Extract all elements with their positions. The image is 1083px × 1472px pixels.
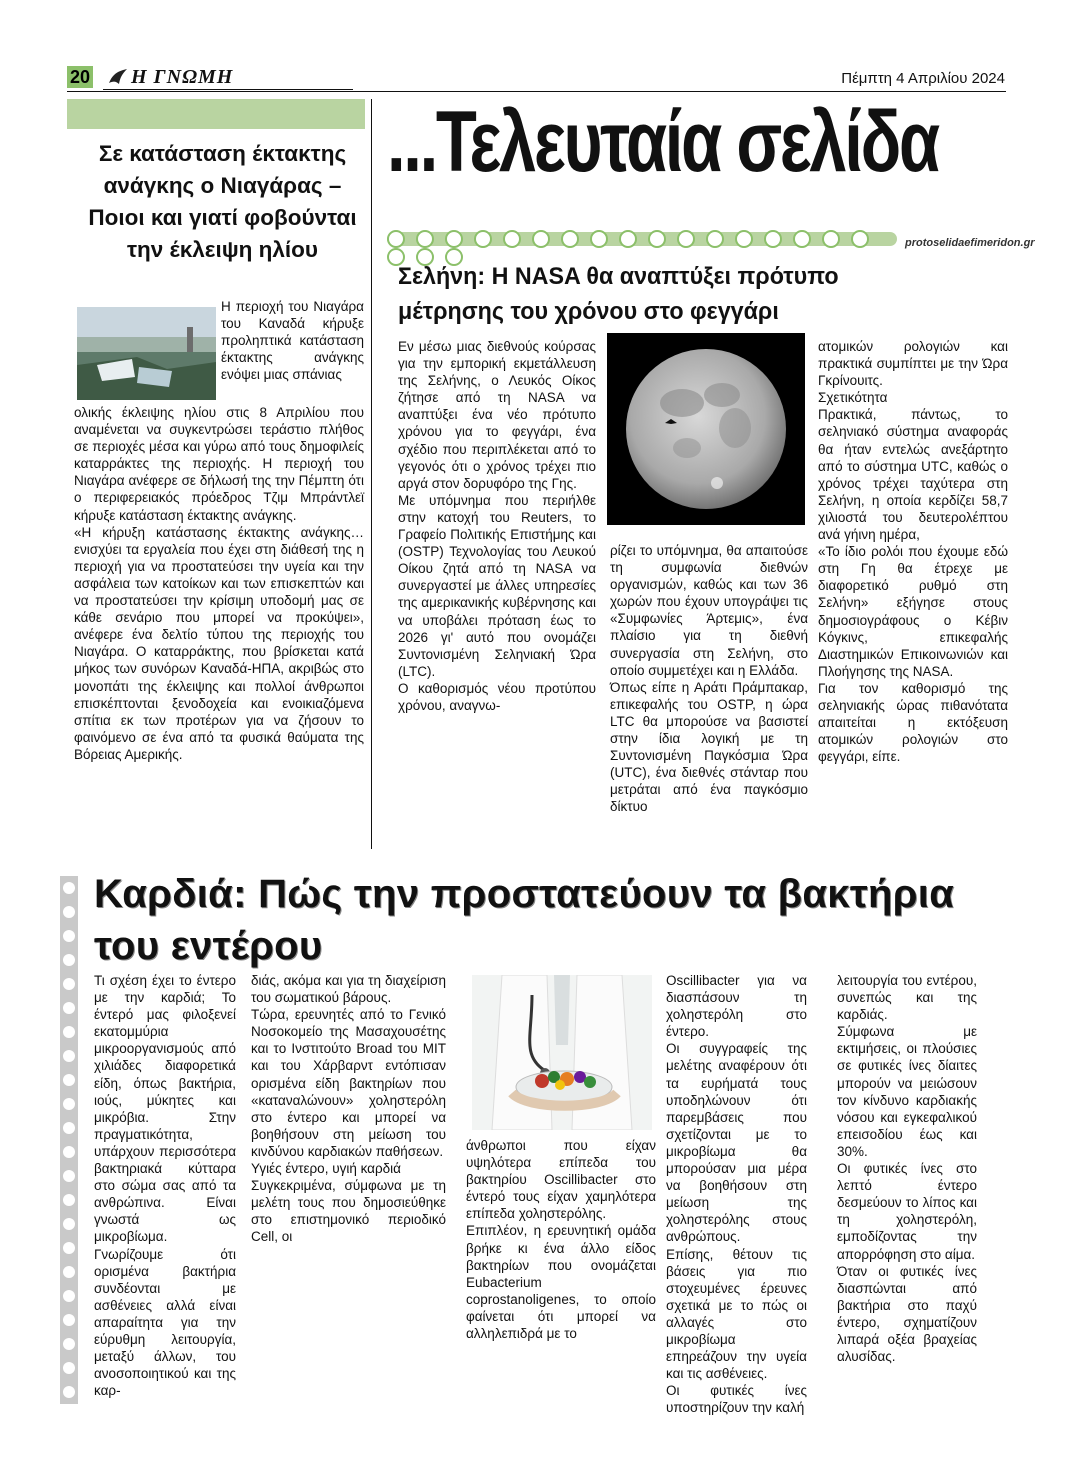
- dot-ornament: [63, 954, 75, 966]
- dot-ornament: [503, 230, 521, 248]
- dot-ornament: [706, 230, 724, 248]
- green-band: [67, 99, 365, 129]
- paragraph: Γνωρίζουμε ότι ορισμένα βακτήρια συνδέονται με ασθένειες αλλά είναι απαραίτητα για την εύρυθμη λειτουργία, μεταξύ άλλων, του ανοσοποιητικού και της καρ-: [94, 1246, 236, 1399]
- dot-ornament: [851, 230, 869, 248]
- paragraph: Για τον καθορισμό της σεληνιακής ώρας πιθανότατα απαιτείται η εκτόξευση ατομικών ρολογιών στο φεγγάρι, είπε.: [818, 680, 1008, 765]
- paragraph: Όταν οι φυτικές ίνες διασπώνται από βακτήρια στο παχύ έντερο, σχηματίζουν λιπαρά οξέα βραχείας αλυσίδας.: [837, 1263, 977, 1365]
- dot-ornament: [63, 1338, 75, 1350]
- dot-ornament: [63, 1074, 75, 1086]
- dot-ornament: [63, 1218, 75, 1230]
- dots-row: [387, 230, 897, 250]
- subheading: Σχετικότητα: [818, 390, 888, 406]
- dot-ornament: [590, 230, 608, 248]
- paragraph: Επίσης, θέτουν τις βάσεις για πιο στοχευμένες έρευνες σχετικά με το πώς οι αλλαγές στο μικροβίωμα επηρεάζουν την υγεία και τις ασθένειες.: [666, 1246, 807, 1382]
- dot-ornament: [822, 230, 840, 248]
- dot-ornament: [63, 1314, 75, 1326]
- paragraph: Σύμφωνα με εκτιμήσεις, οι πλούσιες σε φυτικές ίνες δίαιτες μπορούν να μειώσουν τον κίνδυνο καρδιακής νόσου και εγκεφαλικού επεισοδίου έως και 30%.: [837, 1024, 977, 1159]
- dot-ornament: [764, 230, 782, 248]
- paragraph: «Η κήρυξη κατάστασης έκτακτης ανάγκης… ενισχύει τα εργαλεία που έχει στη διάθεσή της η περιοχή για να προστατεύσει την υγεία και την ασφάλεια των κατοίκων και των επισκεπτών και να προστατεύσει την κρίσιμη υποδομή μας σε κάθε σενάριο που μπορεί να προκύψει», ανέφερε ένα δελτίο τύπου της περιοχής του Νιαγάρα. Ο καταρράκτης, που βρίσκεται κατά μήκος των συνόρων Καναδά-ΗΠΑ, ακριβώς στο μονοπάτι της έκλειψης και πολλοί άνθρωποι επισκέπτονται ξενοδοχεία και ενοικιαζόμενα σπίτια εκ των προτέρων για να ζήσουν το φαινόμενο σε ένα από τα φυσικά θαύματα της Βόρειας Αμερικής.: [74, 524, 364, 762]
- paragraph: Οι φυτικές ίνες υποστηρίζουν την καλή: [666, 1383, 807, 1416]
- niagara-headline: Σε κατάσταση έκτακτης ανάγκης ο Νιαγάρας – Ποιοι και γιατί φοβούνται την έκλειψη ηλίου: [88, 141, 357, 262]
- dot-ornament: [63, 1362, 75, 1374]
- paragraph: Η περιοχή του Νιαγάρα του Καναδά κήρυξε προληπτικά κατάσταση έκτακτης ανάγκης ενόψει μιας σπάνιας: [221, 299, 364, 383]
- dot-ornament: [63, 1146, 75, 1158]
- dot-ornament: [63, 1050, 75, 1062]
- dot-ornament: [63, 978, 75, 990]
- dot-ornament: [474, 230, 492, 248]
- dot-ornament: [532, 230, 550, 248]
- dot-ornament: [63, 906, 75, 918]
- nasa-headline: Σελήνη: Η NASA θα αναπτύξει πρότυπο μέτρησης του χρόνου στο φεγγάρι: [398, 263, 839, 325]
- dot-ornament: [445, 230, 463, 248]
- nasa-column-1: [398, 338, 596, 714]
- nasa-column-3: [818, 338, 1008, 765]
- dot-ornament: [619, 230, 637, 248]
- heart-column-5: [837, 972, 977, 1365]
- paragraph: Με υπόμνημα που περιήλθε στην κατοχή του Reuters, το Γραφείο Πολιτικής Επιστήμης και (OSTP) Τεχνολογίας του Λευκού Οίκου ζητά από τη NASA να συνεργαστεί με άλλες υπηρεσίες της αμερικανικής κυβέρνησης και να υποβάλει πρόταση έως το 2026 γι' αυτό που ονομάζει Συντονισμένη Σεληνιακή Ώρα (LTC).: [398, 492, 596, 679]
- dot-ornament: [63, 1170, 75, 1182]
- doctor-bowl-photo: [472, 975, 652, 1130]
- dot-ornament: [677, 230, 695, 248]
- paragraph: Τώρα, ερευνητές από το Γενικό Νοσοκομείο της Μασαχουσέτης και το Ινστιτούτο Broad του MIT και του Χάρβαρντ εντόπισαν ορισμένα είδη βακτηρίων που «καταναλώνουν» χοληστερόλη στο έντερο και μπορεί να βοηθήσουν στη μείωση του κινδύνου καρδιακών παθήσεων.: [251, 1007, 446, 1159]
- heart-column-2: [251, 972, 446, 1246]
- paragraph: Τι σχέση έχει το έντερο με την καρδιά; Το έντερό μας φιλοξενεί εκατομμύρια μικροοργανισμούς από χιλιάδες διαφορετικά είδη, όπως βακτήρια, ιούς, μύκητες και μικρόβια. Στην πραγματικότητα, υπάρχουν περισσότερα βακτηριακά κύτταρα στο σώμα σας από τα ανθρώπινα. Είναι γνωστά ως μικροβίωμα.: [94, 973, 236, 1245]
- dot-ornament: [63, 1242, 75, 1254]
- paragraph: «Το ίδιο ρολόι που έχουμε εδώ στη Γη θα έτρεχε με διαφορετικό ρυθμό στη Σελήνη» εξήγησε στους δημοσιογράφους ο Κέβιν Κόγκινς, επικεφαλής Διαστημικών Επικοινωνιών και Πλοήγησης της NASA.: [818, 544, 1008, 679]
- masthead: [103, 66, 363, 90]
- dot-ornament: [63, 930, 75, 942]
- niagara-text: [74, 404, 364, 763]
- dot-ornament: [793, 230, 811, 248]
- paragraph: άνθρωποι που είχαν υψηλότερα επίπεδα του βακτηρίου Oscillibacter στο έντερό τους είχαν χαμηλότερα επίπεδα χοληστερόλης.: [466, 1138, 656, 1222]
- paragraph: ολικής έκλειψης ηλίου στις 8 Απριλίου που αναμένεται να συγκεντρώσει τεράστιο πλήθος σε περιοχές μέσα και γύρω από τους δημοφιλείς καταρράκτες της περιοχής. Η περιοχή του Νιαγάρα ανέφερε σε δήλωσή της την Πέμπτη ότι ο περιφερειακός πρόεδρος Τζιμ Μπράντλεϊ κήρυξε κατάσταση έκτακτης ανάγκης.: [74, 405, 364, 523]
- paragraph: Όπως είπε η Αράτι Πράμπακαρ, επικεφαλής του OSTP, η ώρα LTC θα μπορούσε να βασιστεί στην ίδια λογική με τη Συντονισμένη Παγκόσμια Ώρα (UTC), ένα διεθνές στάνταρ που μετράται από ένα παγκόσμιο δίκτυο: [610, 679, 808, 815]
- page-number: 20: [67, 66, 93, 88]
- paragraph: Επιπλέον, η ερευνητική ομάδα βρήκε κι ένα άλλο είδος βακτηρίων που ονομάζεται Eubacterium coprostanoligenes, το οποίο φαίνεται ότι μπορεί να αλληλεπιδρά με το: [466, 1223, 656, 1342]
- dot-ornament: [63, 1122, 75, 1134]
- dot-ornament: [63, 1098, 75, 1110]
- bird-logo-icon: [107, 67, 129, 87]
- dot-ornament: [561, 230, 579, 248]
- paragraph: λειτουργία του εντέρου, συνεπώς και της καρδιάς.: [837, 973, 977, 1023]
- paragraph: Oscillibacter για να διασπάσουν τη χοληστερόλη στο έντερο.: [666, 973, 807, 1040]
- niagara-text-intro: [221, 298, 364, 383]
- paragraph: Πρακτικά, πάντως, το σεληνιακό σύστημα αναφοράς θα ήταν εντελώς ανεξάρτητο από το σύστημα UTC, καθώς ο χρόνος τρέχει ταχύτερα στη Σελήνη, η οποία κερδίζει 58,7 χιλιοστά του δευτερολέπτου ανά γήινη ημέρα,: [818, 407, 1008, 543]
- paragraph: Συγκεκριμένα, σύμφωνα με τη μελέτη τους που δημοσιεύθηκε στο επιστημονικό περιοδικό Cell, οι: [251, 1178, 446, 1245]
- heart-column-3: [466, 1137, 656, 1342]
- paragraph: Εν μέσω μιας διεθνούς κούρσας για την εμπορική εκμετάλλευση της Σελήνης, ο Λευκός Οίκος ζήτησε από τη NASA να αναπτύξει ένα νέο πρότυπο χρόνου για το φεγγάρι, ένα σχέδιο που περιπλέκεται από το γεγονός ότι ο χρόνος τρέχει πιο αργά στον δορυφόρο της Γης.: [398, 339, 596, 491]
- paragraph: Οι φυτικές ίνες στο λεπτό έντερο δεσμεύουν το λίπος και τη χοληστερόλη, εμποδίζοντας την απορρόφηση στο αίμα.: [837, 1161, 977, 1262]
- dot-ornament: [63, 1266, 75, 1278]
- dot-ornament: [63, 1386, 75, 1398]
- masthead-logo: Η ΓΝΩΜΗ: [131, 66, 234, 88]
- paragraph: ρίζει το υπόμνημα, θα απαιτούσε τη συμφωνία διεθνών οργανισμών, καθώς και των 36 χωρών που έχουν υπογράψει τις «Συμφωνίες Άρτεμις», ένα πλαίσιο για τη διεθνή συνεργασία στη Σελήνη, στο οποίο συμμετέχει και η Ελλάδα.: [610, 543, 808, 678]
- heart-column-1: [94, 972, 236, 1399]
- subheading: Υγιές έντερο, υγιή καρδιά: [251, 1161, 401, 1177]
- niagara-falls-photo: [77, 307, 216, 400]
- dot-ornament: [648, 230, 666, 248]
- dot-ornament: [63, 1194, 75, 1206]
- section-title: ...Τελευταία σελίδα: [387, 94, 938, 190]
- dot-ornament: [63, 882, 75, 894]
- moon-photo: [607, 333, 805, 525]
- dot-ornament: [416, 230, 434, 248]
- heart-dots-band: [60, 876, 78, 1404]
- nasa-column-2: [610, 542, 808, 816]
- paragraph: διάς, ακόμα και για τη διαχείριση του σωματικού βάρους.: [251, 973, 446, 1006]
- paragraph: Οι συγγραφείς της μελέτης αναφέρουν ότι τα ευρήματά τους υποδηλώνουν ότι παρεμβάσεις που σχετίζονται με το μικροβίωμα θα μπορούσαν μια μέρα να βοηθήσουν στη μείωση της χοληστερόλης στους ανθρώπους.: [666, 1041, 807, 1245]
- heart-headline: Καρδιά: Πώς την προστατεύουν τα βακτήρια του εντέρου: [94, 872, 955, 968]
- column-divider: [371, 99, 372, 849]
- issue-date: Πέμπτη 4 Απριλίου 2024: [841, 70, 1005, 87]
- dot-ornament: [63, 1026, 75, 1038]
- paragraph: ατομικών ρολογιών και πρακτικά συμπίπτει με την Ώρα Γκρίνουιτς.: [818, 339, 1008, 389]
- heart-column-4: [666, 972, 807, 1416]
- dot-ornament: [63, 1290, 75, 1302]
- paragraph: Ο καθορισμός νέου προτύπου χρόνου, αναγνω-: [398, 680, 596, 713]
- dot-ornament: [63, 1002, 75, 1014]
- source-credit: protoselidaefimeridon.gr: [905, 237, 1035, 249]
- dot-ornament: [387, 230, 405, 248]
- dot-ornament: [735, 230, 753, 248]
